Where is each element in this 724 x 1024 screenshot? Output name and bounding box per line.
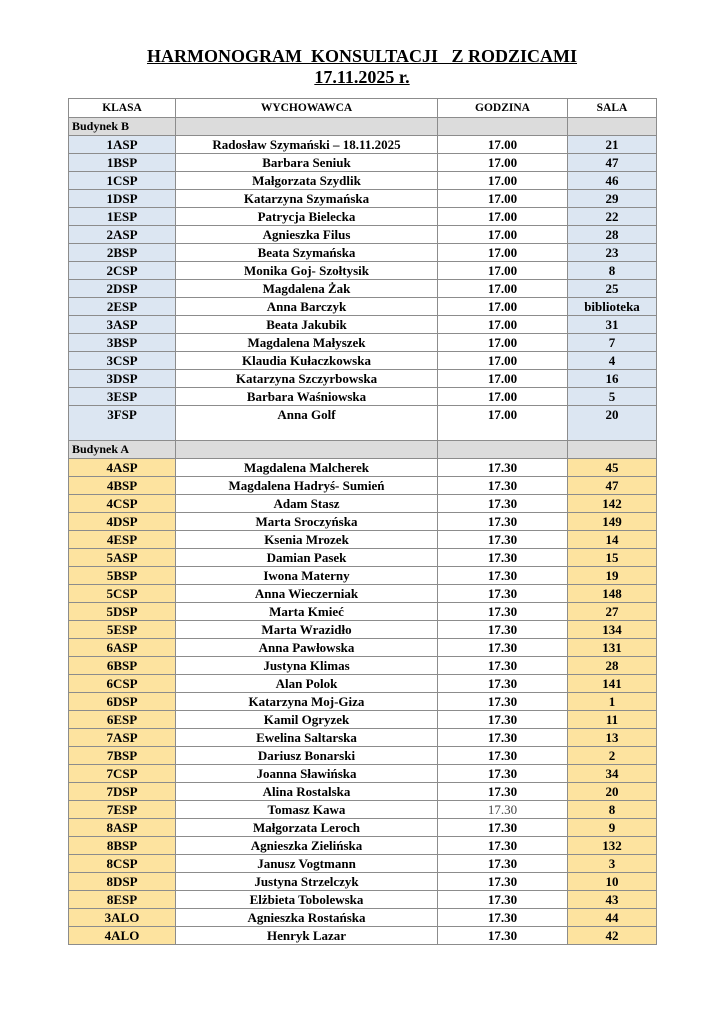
godzina-cell: 17.30 — [438, 495, 568, 513]
godzina-cell: 17.30 — [438, 549, 568, 567]
table-row — [69, 136, 657, 154]
table-row — [69, 370, 657, 388]
table-row — [69, 352, 657, 370]
klasa-cell: 5BSP — [69, 567, 176, 585]
godzina-cell: 17.30 — [438, 639, 568, 657]
wychowawca-cell: Iwona Materny — [176, 567, 438, 585]
wychowawca-cell: Beata Szymańska — [176, 244, 438, 262]
wychowawca-cell: Alan Polok — [176, 675, 438, 693]
sala-cell: 149 — [568, 513, 657, 531]
wychowawca-cell: Kamil Ogryzek — [176, 711, 438, 729]
klasa-cell: 8ASP — [69, 819, 176, 837]
godzina-cell: 17.30 — [438, 513, 568, 531]
sala-cell: 8 — [568, 801, 657, 819]
table-row — [69, 406, 657, 441]
sala-cell: 20 — [568, 783, 657, 801]
table-row — [69, 459, 657, 477]
wychowawca-cell: Agnieszka Zielińska — [176, 837, 438, 855]
table-row — [69, 603, 657, 621]
klasa-cell: 7DSP — [69, 783, 176, 801]
building-b-section — [69, 118, 657, 441]
wychowawca-cell: Alina Rostalska — [176, 783, 438, 801]
wychowawca-cell: Patrycja Bielecka — [176, 208, 438, 226]
sala-cell: 15 — [568, 549, 657, 567]
klasa-cell: 1CSP — [69, 172, 176, 190]
wychowawca-cell: Magdalena Żak — [176, 280, 438, 298]
klasa-cell: 2ASP — [69, 226, 176, 244]
godzina-cell: 17.30 — [438, 747, 568, 765]
godzina-cell: 17.30 — [438, 729, 568, 747]
table-row — [69, 298, 657, 316]
godzina-cell: 17.00 — [438, 352, 568, 370]
table-row — [69, 711, 657, 729]
godzina-cell: 17.00 — [438, 406, 568, 441]
sala-cell: 23 — [568, 244, 657, 262]
klasa-cell: 3FSP — [69, 406, 176, 441]
klasa-cell: 8DSP — [69, 873, 176, 891]
header-klasa: KLASA — [69, 99, 176, 118]
klasa-cell: 4CSP — [69, 495, 176, 513]
table-row — [69, 837, 657, 855]
sala-cell: 2 — [568, 747, 657, 765]
wychowawca-cell: Agnieszka Filus — [176, 226, 438, 244]
wychowawca-cell: Adam Stasz — [176, 495, 438, 513]
klasa-cell: 4ASP — [69, 459, 176, 477]
klasa-cell: 2BSP — [69, 244, 176, 262]
godzina-cell: 17.00 — [438, 208, 568, 226]
table-row — [69, 316, 657, 334]
klasa-cell: 4BSP — [69, 477, 176, 495]
sala-cell: 20 — [568, 406, 657, 441]
sala-cell: 43 — [568, 891, 657, 909]
sala-cell: 5 — [568, 388, 657, 406]
godzina-cell: 17.30 — [438, 477, 568, 495]
godzina-cell: 17.30 — [438, 909, 568, 927]
wychowawca-cell: Anna Golf — [176, 406, 438, 441]
section-row-building-a — [69, 441, 657, 459]
sala-cell: 3 — [568, 855, 657, 873]
table-row — [69, 873, 657, 891]
sala-cell: 31 — [568, 316, 657, 334]
godzina-cell: 17.00 — [438, 244, 568, 262]
wychowawca-cell: Katarzyna Szczyrbowska — [176, 370, 438, 388]
wychowawca-cell: Anna Barczyk — [176, 298, 438, 316]
sala-cell: 47 — [568, 477, 657, 495]
document-date: 17.11.2025 r. — [314, 67, 410, 87]
godzina-cell: 17.30 — [438, 927, 568, 945]
wychowawca-cell: Marta Sroczyńska — [176, 513, 438, 531]
sala-cell: 13 — [568, 729, 657, 747]
table-row — [69, 891, 657, 909]
wychowawca-cell: Monika Goj- Szołtysik — [176, 262, 438, 280]
sala-cell: 148 — [568, 585, 657, 603]
klasa-cell: 6ASP — [69, 639, 176, 657]
klasa-cell: 8CSP — [69, 855, 176, 873]
sala-cell: 141 — [568, 675, 657, 693]
table-row — [69, 190, 657, 208]
table-row — [69, 783, 657, 801]
sala-cell: 4 — [568, 352, 657, 370]
header-sala: SALA — [568, 99, 657, 118]
table-row — [69, 495, 657, 513]
klasa-cell: 2DSP — [69, 280, 176, 298]
godzina-cell: 17.30 — [438, 855, 568, 873]
table-row — [69, 208, 657, 226]
godzina-cell: 17.00 — [438, 280, 568, 298]
table-row — [69, 675, 657, 693]
sala-cell: 14 — [568, 531, 657, 549]
godzina-cell: 17.00 — [438, 334, 568, 352]
klasa-cell: 5CSP — [69, 585, 176, 603]
wychowawca-cell: Klaudia Kułaczkowska — [176, 352, 438, 370]
table-row — [69, 531, 657, 549]
klasa-cell: 3ASP — [69, 316, 176, 334]
godzina-cell: 17.00 — [438, 226, 568, 244]
table-row — [69, 388, 657, 406]
table-row — [69, 927, 657, 945]
wychowawca-cell: Justyna Strzelczyk — [176, 873, 438, 891]
godzina-cell: 17.30 — [438, 657, 568, 675]
godzina-cell: 17.30 — [438, 801, 568, 819]
godzina-cell: 17.00 — [438, 316, 568, 334]
table-row — [69, 585, 657, 603]
table-row — [69, 262, 657, 280]
table-row — [69, 819, 657, 837]
klasa-cell: 8ESP — [69, 891, 176, 909]
godzina-cell: 17.30 — [438, 567, 568, 585]
sala-cell: 27 — [568, 603, 657, 621]
table-row — [69, 765, 657, 783]
wychowawca-cell: Agnieszka Rostańska — [176, 909, 438, 927]
sala-cell: 132 — [568, 837, 657, 855]
table-row — [69, 693, 657, 711]
wychowawca-cell: Joanna Sławińska — [176, 765, 438, 783]
table-row — [69, 334, 657, 352]
klasa-cell: 2CSP — [69, 262, 176, 280]
wychowawca-cell: Tomasz Kawa — [176, 801, 438, 819]
sala-cell: 19 — [568, 567, 657, 585]
godzina-cell: 17.30 — [438, 585, 568, 603]
section-blank — [568, 118, 657, 136]
godzina-cell: 17.30 — [438, 783, 568, 801]
sala-cell: 34 — [568, 765, 657, 783]
sala-cell: 8 — [568, 262, 657, 280]
godzina-cell: 17.30 — [438, 765, 568, 783]
section-row-building-b — [69, 118, 657, 136]
table-row — [69, 657, 657, 675]
godzina-cell: 17.30 — [438, 603, 568, 621]
table-row — [69, 747, 657, 765]
sala-cell: biblioteka — [568, 298, 657, 316]
table-row — [69, 280, 657, 298]
godzina-cell: 17.30 — [438, 459, 568, 477]
section-label: Budynek B — [69, 118, 176, 136]
klasa-cell: 3DSP — [69, 370, 176, 388]
document-title: HARMONOGRAM KONSULTACJI Z RODZICAMI — [146, 46, 578, 66]
table-row — [69, 801, 657, 819]
table-row — [69, 513, 657, 531]
klasa-cell: 7ESP — [69, 801, 176, 819]
klasa-cell: 4ALO — [69, 927, 176, 945]
godzina-cell: 17.00 — [438, 172, 568, 190]
sala-cell: 134 — [568, 621, 657, 639]
klasa-cell: 1BSP — [69, 154, 176, 172]
sala-cell: 47 — [568, 154, 657, 172]
wychowawca-cell: Katarzyna Szymańska — [176, 190, 438, 208]
table-row — [69, 226, 657, 244]
sala-cell: 7 — [568, 334, 657, 352]
section-blank — [438, 118, 568, 136]
wychowawca-cell: Henryk Lazar — [176, 927, 438, 945]
wychowawca-cell: Dariusz Bonarski — [176, 747, 438, 765]
section-blank — [176, 118, 438, 136]
godzina-cell: 17.00 — [438, 190, 568, 208]
klasa-cell: 6CSP — [69, 675, 176, 693]
godzina-cell: 17.00 — [438, 388, 568, 406]
wychowawca-cell: Magdalena Małyszek — [176, 334, 438, 352]
klasa-cell: 5DSP — [69, 603, 176, 621]
godzina-cell: 17.00 — [438, 262, 568, 280]
sala-cell: 131 — [568, 639, 657, 657]
wychowawca-cell: Małgorzata Szydlik — [176, 172, 438, 190]
klasa-cell: 1ASP — [69, 136, 176, 154]
klasa-cell: 3BSP — [69, 334, 176, 352]
sala-cell: 11 — [568, 711, 657, 729]
sala-cell: 22 — [568, 208, 657, 226]
klasa-cell: 2ESP — [69, 298, 176, 316]
godzina-cell: 17.00 — [438, 136, 568, 154]
godzina-cell: 17.30 — [438, 621, 568, 639]
godzina-cell: 17.30 — [438, 837, 568, 855]
table-row — [69, 154, 657, 172]
sala-cell: 142 — [568, 495, 657, 513]
section-blank — [176, 441, 438, 459]
wychowawca-cell: Marta Kmieć — [176, 603, 438, 621]
wychowawca-cell: Justyna Klimas — [176, 657, 438, 675]
klasa-cell: 7BSP — [69, 747, 176, 765]
klasa-cell: 6BSP — [69, 657, 176, 675]
building-a-section — [69, 441, 657, 945]
klasa-cell: 3ESP — [69, 388, 176, 406]
wychowawca-cell: Radosław Szymański – 18.11.2025 — [176, 136, 438, 154]
godzina-cell: 17.00 — [438, 298, 568, 316]
wychowawca-cell: Anna Pawłowska — [176, 639, 438, 657]
document-header — [0, 46, 724, 88]
klasa-cell: 6ESP — [69, 711, 176, 729]
header-godzina: GODZINA — [438, 99, 568, 118]
wychowawca-cell: Barbara Seniuk — [176, 154, 438, 172]
godzina-cell: 17.30 — [438, 531, 568, 549]
sala-cell: 45 — [568, 459, 657, 477]
klasa-cell: 5ESP — [69, 621, 176, 639]
wychowawca-cell: Małgorzata Leroch — [176, 819, 438, 837]
sala-cell: 1 — [568, 693, 657, 711]
godzina-cell: 17.00 — [438, 154, 568, 172]
godzina-cell: 17.30 — [438, 675, 568, 693]
godzina-cell: 17.30 — [438, 873, 568, 891]
wychowawca-cell: Magdalena Malcherek — [176, 459, 438, 477]
klasa-cell: 1DSP — [69, 190, 176, 208]
sala-cell: 46 — [568, 172, 657, 190]
klasa-cell: 7CSP — [69, 765, 176, 783]
sala-cell: 21 — [568, 136, 657, 154]
sala-cell: 10 — [568, 873, 657, 891]
section-blank — [568, 441, 657, 459]
sala-cell: 16 — [568, 370, 657, 388]
table-row — [69, 549, 657, 567]
table-row — [69, 172, 657, 190]
header-wychowawca: WYCHOWAWCA — [176, 99, 438, 118]
table-row — [69, 729, 657, 747]
godzina-cell: 17.30 — [438, 891, 568, 909]
table-row — [69, 567, 657, 585]
wychowawca-cell: Elżbieta Tobolewska — [176, 891, 438, 909]
table-row — [69, 639, 657, 657]
wychowawca-cell: Barbara Waśniowska — [176, 388, 438, 406]
wychowawca-cell: Janusz Vogtmann — [176, 855, 438, 873]
klasa-cell: 4DSP — [69, 513, 176, 531]
klasa-cell: 5ASP — [69, 549, 176, 567]
sala-cell: 28 — [568, 226, 657, 244]
godzina-cell: 17.30 — [438, 711, 568, 729]
wychowawca-cell: Beata Jakubik — [176, 316, 438, 334]
wychowawca-cell: Katarzyna Moj-Giza — [176, 693, 438, 711]
table-row — [69, 244, 657, 262]
godzina-cell: 17.30 — [438, 819, 568, 837]
klasa-cell: 6DSP — [69, 693, 176, 711]
table-row — [69, 621, 657, 639]
sala-cell: 25 — [568, 280, 657, 298]
sala-cell: 44 — [568, 909, 657, 927]
section-label: Budynek A — [69, 441, 176, 459]
klasa-cell: 4ESP — [69, 531, 176, 549]
table-row — [69, 477, 657, 495]
wychowawca-cell: Marta Wrazidło — [176, 621, 438, 639]
table-row — [69, 909, 657, 927]
klasa-cell: 8BSP — [69, 837, 176, 855]
klasa-cell: 1ESP — [69, 208, 176, 226]
header-row — [69, 99, 657, 118]
section-blank — [438, 441, 568, 459]
wychowawca-cell: Ksenia Mrozek — [176, 531, 438, 549]
table-row — [69, 855, 657, 873]
godzina-cell: 17.00 — [438, 370, 568, 388]
wychowawca-cell: Anna Wieczerniak — [176, 585, 438, 603]
wychowawca-cell: Magdalena Hadryś- Sumień — [176, 477, 438, 495]
wychowawca-cell: Ewelina Saltarska — [176, 729, 438, 747]
klasa-cell: 3CSP — [69, 352, 176, 370]
wychowawca-cell: Damian Pasek — [176, 549, 438, 567]
godzina-cell: 17.30 — [438, 693, 568, 711]
schedule-table — [68, 98, 657, 945]
sala-cell: 29 — [568, 190, 657, 208]
klasa-cell: 3ALO — [69, 909, 176, 927]
sala-cell: 9 — [568, 819, 657, 837]
klasa-cell: 7ASP — [69, 729, 176, 747]
sala-cell: 42 — [568, 927, 657, 945]
sala-cell: 28 — [568, 657, 657, 675]
